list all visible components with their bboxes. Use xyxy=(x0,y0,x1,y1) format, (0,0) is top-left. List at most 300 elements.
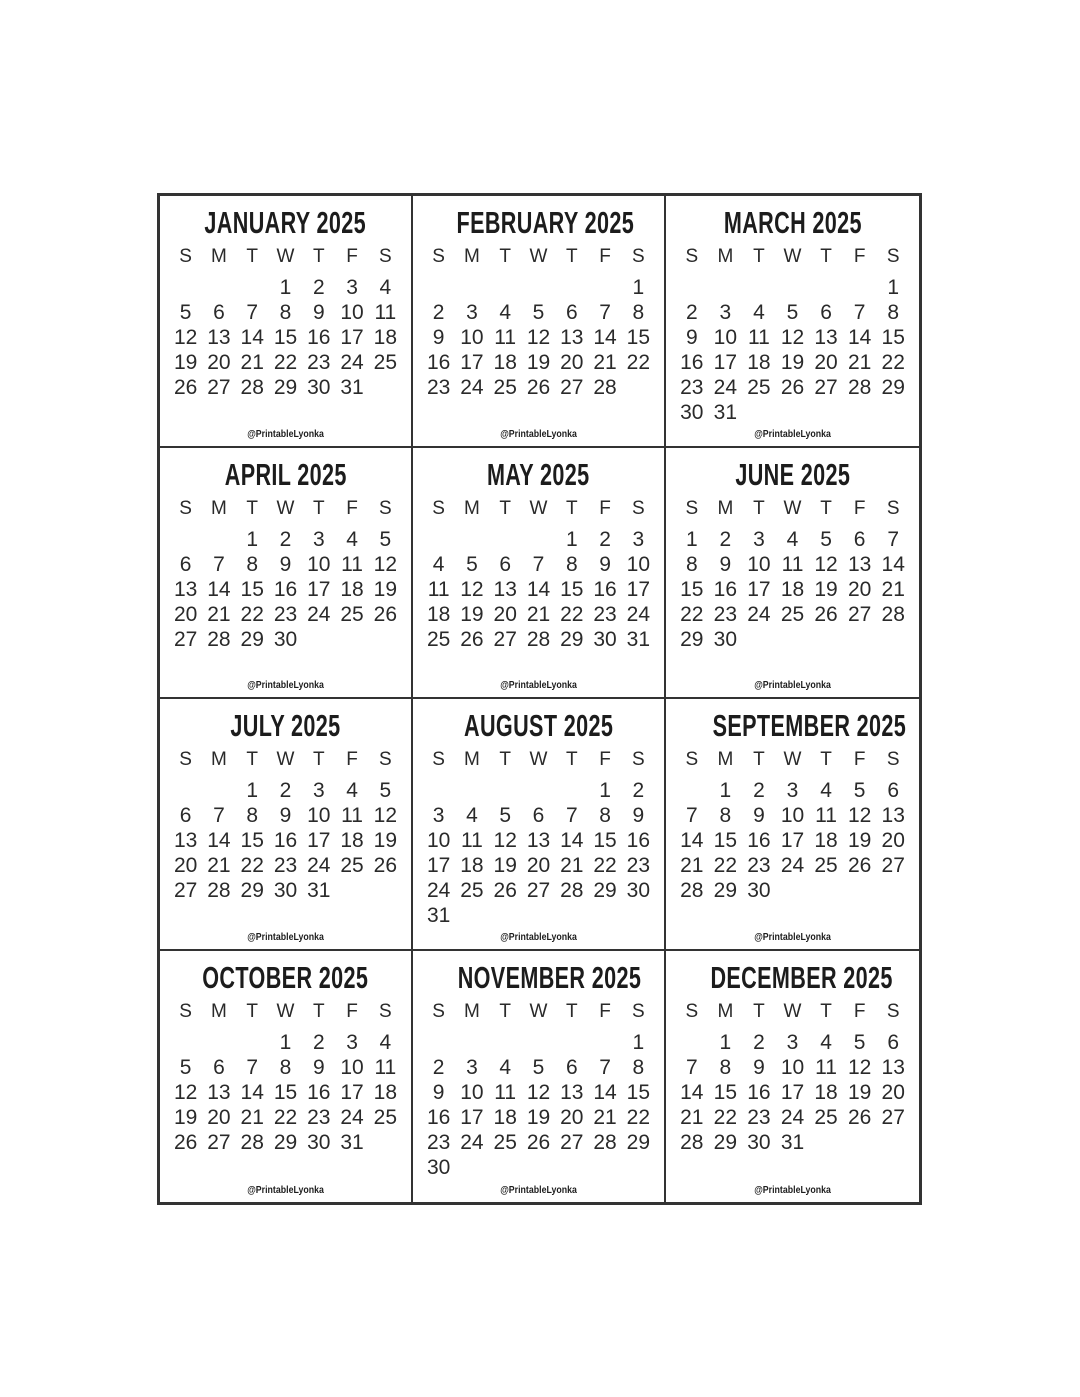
weekday-label: F xyxy=(599,1000,611,1022)
week-row xyxy=(422,602,655,627)
day-number: 20 xyxy=(847,577,872,601)
weekday-label: S xyxy=(432,749,445,770)
day-number: 28 xyxy=(593,1130,617,1154)
day-number: 20 xyxy=(207,1105,231,1129)
day-number: 25 xyxy=(340,854,364,877)
empty-day-cell xyxy=(369,1130,402,1155)
day-number: 9 xyxy=(279,552,292,576)
empty-day-cell xyxy=(555,275,588,300)
week-row xyxy=(422,527,655,552)
weekday-label: S xyxy=(685,749,699,770)
day-number: 23 xyxy=(680,376,704,399)
day-number: 3 xyxy=(312,527,325,551)
day-number: 26 xyxy=(173,1130,198,1154)
day-number: 1 xyxy=(279,1030,292,1054)
day-number: 3 xyxy=(466,301,478,324)
day-number: 27 xyxy=(526,879,551,902)
weekday-label: S xyxy=(685,246,699,267)
day-number: 12 xyxy=(526,1080,551,1104)
month-title xyxy=(422,458,655,492)
empty-day-cell xyxy=(809,1130,843,1155)
day-number: 16 xyxy=(273,829,298,852)
month-cell xyxy=(160,699,413,951)
month-cell xyxy=(666,196,919,448)
watermark-text: @PrintableLyonka xyxy=(247,1185,324,1196)
day-number: 16 xyxy=(426,351,451,374)
day-number: 15 xyxy=(626,326,651,349)
empty-day-cell xyxy=(169,778,202,803)
week-row xyxy=(675,400,910,425)
day-number: 11 xyxy=(374,1055,397,1079)
day-number: 23 xyxy=(593,602,617,626)
weekday-label: F xyxy=(346,246,358,267)
day-number: 13 xyxy=(560,326,584,349)
day-number: 26 xyxy=(780,376,805,399)
day-number: 24 xyxy=(307,854,331,877)
empty-day-cell xyxy=(422,778,455,803)
empty-day-cell xyxy=(489,527,522,552)
week-row xyxy=(422,828,655,853)
day-number: 18 xyxy=(780,577,805,601)
week-row xyxy=(169,1105,402,1130)
day-number: 30 xyxy=(273,879,298,902)
month-cell xyxy=(160,951,413,1203)
week-row xyxy=(422,1030,655,1055)
week-row xyxy=(675,853,910,878)
day-number: 3 xyxy=(466,1055,478,1079)
day-number: 6 xyxy=(179,804,192,827)
day-number: 18 xyxy=(426,602,451,626)
day-number: 23 xyxy=(273,602,298,626)
day-number: 16 xyxy=(713,577,738,601)
day-number: 28 xyxy=(240,376,264,399)
day-number: 2 xyxy=(312,1030,325,1054)
month-title-text: MARCH 2025 xyxy=(723,206,862,241)
day-number: 22 xyxy=(240,854,264,877)
day-number: 19 xyxy=(460,602,484,626)
day-number: 5 xyxy=(786,301,799,324)
day-number: 26 xyxy=(526,1130,551,1154)
weekday-label: T xyxy=(499,497,511,519)
empty-day-cell xyxy=(236,275,269,300)
day-number: 15 xyxy=(273,1080,298,1104)
day-number: 7 xyxy=(246,301,259,324)
day-number: 17 xyxy=(460,351,484,374)
month-title xyxy=(675,458,910,492)
watermark xyxy=(413,932,664,943)
day-number: 29 xyxy=(593,879,617,902)
day-number: 21 xyxy=(593,351,617,374)
day-number: 28 xyxy=(207,879,231,902)
empty-day-cell xyxy=(202,275,235,300)
weekday-label: S xyxy=(179,1000,192,1022)
empty-day-cell xyxy=(369,627,402,652)
day-number: 12 xyxy=(847,1055,872,1079)
day-number: 25 xyxy=(747,376,771,399)
day-number: 17 xyxy=(307,577,331,601)
week-row xyxy=(675,300,910,325)
week-row xyxy=(169,1030,402,1055)
empty-day-cell xyxy=(843,627,877,652)
day-number: 2 xyxy=(432,1055,445,1079)
day-number: 24 xyxy=(340,1105,364,1129)
day-number: 18 xyxy=(493,351,517,374)
weekday-label: F xyxy=(853,497,866,519)
week-row xyxy=(169,350,402,375)
week-row xyxy=(675,1130,910,1155)
empty-day-cell xyxy=(202,527,235,552)
day-number: 6 xyxy=(887,779,900,802)
empty-day-cell xyxy=(422,275,455,300)
day-number: 23 xyxy=(307,351,331,374)
day-number: 17 xyxy=(780,829,805,852)
day-number: 27 xyxy=(207,376,231,399)
weekday-label: T xyxy=(753,749,765,770)
watermark xyxy=(160,429,411,440)
day-number: 21 xyxy=(207,602,231,626)
empty-day-cell xyxy=(455,1030,488,1055)
week-row xyxy=(169,1080,402,1105)
week-row xyxy=(169,853,402,878)
empty-day-cell xyxy=(522,527,555,552)
empty-day-cell xyxy=(622,375,655,400)
day-number: 12 xyxy=(526,326,551,349)
day-number: 3 xyxy=(753,527,765,551)
day-number: 12 xyxy=(847,804,872,827)
day-number: 10 xyxy=(340,1055,364,1079)
month-title-text: JANUARY 2025 xyxy=(204,206,367,241)
day-number: 1 xyxy=(632,1030,645,1054)
day-number: 25 xyxy=(373,1105,398,1129)
day-number: 27 xyxy=(493,627,517,651)
weekday-header-row xyxy=(169,999,402,1025)
weekday-label: W xyxy=(529,1000,548,1022)
weekday-label: W xyxy=(783,749,802,770)
weekday-label: M xyxy=(464,246,480,267)
day-number: 13 xyxy=(814,326,838,349)
day-number: 10 xyxy=(747,552,771,576)
day-number: 26 xyxy=(460,627,484,651)
weekday-label: S xyxy=(179,246,192,267)
empty-day-cell xyxy=(555,1030,588,1055)
day-number: 29 xyxy=(240,879,264,902)
weekday-header-row xyxy=(422,747,655,773)
weekday-label: F xyxy=(599,749,611,770)
day-number: 12 xyxy=(493,829,517,852)
day-number: 30 xyxy=(680,401,704,424)
week-row xyxy=(422,300,655,325)
weekday-label: F xyxy=(346,1000,358,1022)
day-number: 21 xyxy=(207,854,231,877)
day-number: 25 xyxy=(373,351,398,374)
month-title-text: APRIL 2025 xyxy=(224,458,347,492)
day-number: 18 xyxy=(340,577,364,601)
weekday-label: S xyxy=(379,497,392,519)
weekday-label: S xyxy=(432,246,445,267)
weekday-header-row xyxy=(422,244,655,270)
day-number: 8 xyxy=(719,804,732,827)
day-number: 26 xyxy=(373,854,398,877)
day-number: 19 xyxy=(780,351,805,374)
weekday-label: T xyxy=(246,497,258,519)
day-number: 13 xyxy=(173,577,198,601)
weekday-label: W xyxy=(529,749,548,770)
month-title-text: MAY 2025 xyxy=(487,458,590,492)
week-row xyxy=(675,1055,910,1080)
weekday-header-row xyxy=(169,747,402,773)
weekday-label: T xyxy=(753,497,765,519)
day-number: 27 xyxy=(814,376,838,399)
day-number: 24 xyxy=(460,376,484,399)
day-number: 14 xyxy=(207,829,231,852)
empty-day-cell xyxy=(742,275,776,300)
day-number: 3 xyxy=(632,527,645,551)
empty-day-cell xyxy=(876,1130,910,1155)
day-number: 15 xyxy=(560,577,584,601)
day-number: 20 xyxy=(881,1080,905,1104)
day-number: 24 xyxy=(426,879,451,902)
month-weeks xyxy=(675,1030,910,1155)
day-number: 6 xyxy=(213,1055,225,1079)
day-number: 7 xyxy=(887,527,900,551)
week-row xyxy=(169,275,402,300)
week-row xyxy=(422,803,655,828)
day-number: 29 xyxy=(273,376,298,399)
day-number: 4 xyxy=(379,276,392,299)
week-row xyxy=(422,1155,655,1180)
empty-day-cell xyxy=(675,778,709,803)
day-number: 11 xyxy=(374,301,397,324)
watermark xyxy=(413,680,664,691)
weekday-label: F xyxy=(599,497,611,519)
day-number: 8 xyxy=(246,552,259,576)
weekday-label: W xyxy=(276,497,295,519)
day-number: 5 xyxy=(179,1055,192,1079)
month-cell xyxy=(666,699,919,951)
week-row xyxy=(422,1080,655,1105)
day-number: 10 xyxy=(626,552,651,576)
day-number: 2 xyxy=(632,779,645,802)
month-title-text: JULY 2025 xyxy=(230,709,341,744)
day-number: 4 xyxy=(466,804,478,827)
empty-day-cell xyxy=(169,275,202,300)
day-number: 7 xyxy=(599,1055,611,1079)
watermark xyxy=(413,429,664,440)
empty-day-cell xyxy=(876,627,910,652)
month-weeks xyxy=(675,275,910,425)
day-number: 5 xyxy=(379,527,392,551)
day-number: 3 xyxy=(786,1030,799,1054)
empty-day-cell xyxy=(776,627,810,652)
day-number: 10 xyxy=(780,1055,805,1079)
empty-day-cell xyxy=(302,627,335,652)
empty-day-cell xyxy=(335,878,368,903)
day-number: 28 xyxy=(881,602,905,626)
day-number: 23 xyxy=(426,376,451,399)
day-number: 13 xyxy=(560,1080,584,1104)
day-number: 6 xyxy=(213,301,225,324)
day-number: 4 xyxy=(346,779,358,802)
day-number: 24 xyxy=(460,1130,484,1154)
day-number: 24 xyxy=(780,1105,805,1129)
empty-day-cell xyxy=(489,903,522,928)
day-number: 22 xyxy=(881,351,905,374)
month-cell xyxy=(413,951,666,1203)
day-number: 19 xyxy=(373,577,398,601)
empty-day-cell xyxy=(455,1155,488,1180)
day-number: 31 xyxy=(340,376,364,399)
day-number: 3 xyxy=(432,804,445,827)
day-number: 16 xyxy=(626,829,651,852)
week-row xyxy=(675,828,910,853)
weekday-label: W xyxy=(529,246,548,267)
weekday-header-row xyxy=(169,244,402,270)
empty-day-cell xyxy=(522,778,555,803)
watermark-text: @PrintableLyonka xyxy=(500,680,577,691)
weekday-label: T xyxy=(820,246,832,267)
day-number: 14 xyxy=(240,1080,264,1104)
month-title xyxy=(169,961,402,995)
day-number: 14 xyxy=(881,552,905,576)
day-number: 1 xyxy=(632,276,645,299)
day-number: 13 xyxy=(881,804,905,827)
weekday-label: T xyxy=(565,246,578,267)
day-number: 22 xyxy=(273,351,298,374)
day-number: 30 xyxy=(307,1130,331,1154)
weekday-header-row xyxy=(675,999,910,1025)
empty-day-cell xyxy=(369,878,402,903)
week-row xyxy=(675,627,910,652)
day-number: 31 xyxy=(780,1130,805,1154)
month-title xyxy=(422,961,655,995)
day-number: 13 xyxy=(207,1080,231,1104)
empty-day-cell xyxy=(555,778,588,803)
empty-day-cell xyxy=(522,1030,555,1055)
empty-day-cell xyxy=(489,1030,522,1055)
day-number: 2 xyxy=(719,527,732,551)
day-number: 29 xyxy=(240,627,264,651)
week-row xyxy=(675,878,910,903)
weekday-label: T xyxy=(246,1000,258,1022)
empty-day-cell xyxy=(489,1155,522,1180)
day-number: 1 xyxy=(599,779,611,802)
day-number: 16 xyxy=(426,1105,451,1129)
day-number: 8 xyxy=(685,552,698,576)
watermark-text: @PrintableLyonka xyxy=(754,931,831,943)
day-number: 2 xyxy=(753,779,765,802)
day-number: 11 xyxy=(815,1055,837,1079)
month-title xyxy=(169,458,402,492)
day-number: 18 xyxy=(460,854,484,877)
week-row xyxy=(422,350,655,375)
day-number: 4 xyxy=(432,552,445,576)
weekday-label: T xyxy=(820,749,832,770)
day-number: 14 xyxy=(526,577,551,601)
day-number: 20 xyxy=(881,829,905,852)
weekday-label: M xyxy=(211,246,227,267)
week-row xyxy=(675,375,910,400)
day-number: 28 xyxy=(240,1130,264,1154)
weekday-header-row xyxy=(169,496,402,522)
weekday-label: S xyxy=(432,497,445,519)
day-number: 1 xyxy=(887,276,900,299)
day-number: 14 xyxy=(560,829,584,852)
day-number: 19 xyxy=(173,1105,198,1129)
day-number: 14 xyxy=(593,326,617,349)
day-number: 29 xyxy=(713,879,738,902)
day-number: 4 xyxy=(786,527,799,551)
day-number: 9 xyxy=(719,552,732,576)
day-number: 26 xyxy=(847,1105,872,1129)
weekday-label: M xyxy=(211,749,227,770)
day-number: 18 xyxy=(493,1105,517,1129)
day-number: 7 xyxy=(599,301,611,324)
day-number: 8 xyxy=(565,552,578,576)
empty-day-cell xyxy=(809,275,843,300)
year-calendar-2025 xyxy=(157,193,922,1205)
day-number: 18 xyxy=(747,351,771,374)
day-number: 16 xyxy=(307,326,331,349)
day-number: 27 xyxy=(560,376,584,399)
day-number: 25 xyxy=(814,854,838,877)
day-number: 13 xyxy=(847,552,872,576)
month-title xyxy=(675,206,910,241)
weekday-label: T xyxy=(246,749,258,770)
week-row xyxy=(675,1030,910,1055)
day-number: 11 xyxy=(341,804,363,827)
week-row xyxy=(169,878,402,903)
day-number: 8 xyxy=(279,301,292,324)
day-number: 22 xyxy=(626,1105,651,1129)
day-number: 1 xyxy=(279,276,292,299)
watermark xyxy=(666,932,919,943)
empty-day-cell xyxy=(422,1030,455,1055)
week-row xyxy=(675,350,910,375)
day-number: 14 xyxy=(680,1080,704,1104)
day-number: 10 xyxy=(460,326,484,349)
month-title xyxy=(422,709,655,744)
week-row xyxy=(675,577,910,602)
day-number: 7 xyxy=(213,804,225,827)
week-row xyxy=(422,375,655,400)
day-number: 21 xyxy=(560,854,584,877)
day-number: 9 xyxy=(753,804,765,827)
month-cell xyxy=(160,448,413,700)
weekday-label: W xyxy=(529,497,548,519)
day-number: 26 xyxy=(814,602,838,626)
empty-day-cell xyxy=(675,1030,709,1055)
day-number: 5 xyxy=(179,301,192,324)
day-number: 30 xyxy=(747,879,771,902)
watermark-text: @PrintableLyonka xyxy=(500,428,577,440)
empty-day-cell xyxy=(489,778,522,803)
day-number: 16 xyxy=(307,1080,331,1104)
day-number: 12 xyxy=(373,804,398,827)
empty-day-cell xyxy=(876,400,910,425)
day-number: 11 xyxy=(748,326,770,349)
day-number: 13 xyxy=(493,577,517,601)
empty-day-cell xyxy=(776,275,810,300)
day-number: 29 xyxy=(273,1130,298,1154)
day-number: 1 xyxy=(719,779,732,802)
day-number: 12 xyxy=(373,552,398,576)
empty-day-cell xyxy=(522,275,555,300)
weekday-label: M xyxy=(211,1000,227,1022)
day-number: 18 xyxy=(340,829,364,852)
month-title-text: OCTOBER 2025 xyxy=(202,961,369,995)
month-weeks xyxy=(169,1030,402,1155)
day-number: 19 xyxy=(526,1105,551,1129)
